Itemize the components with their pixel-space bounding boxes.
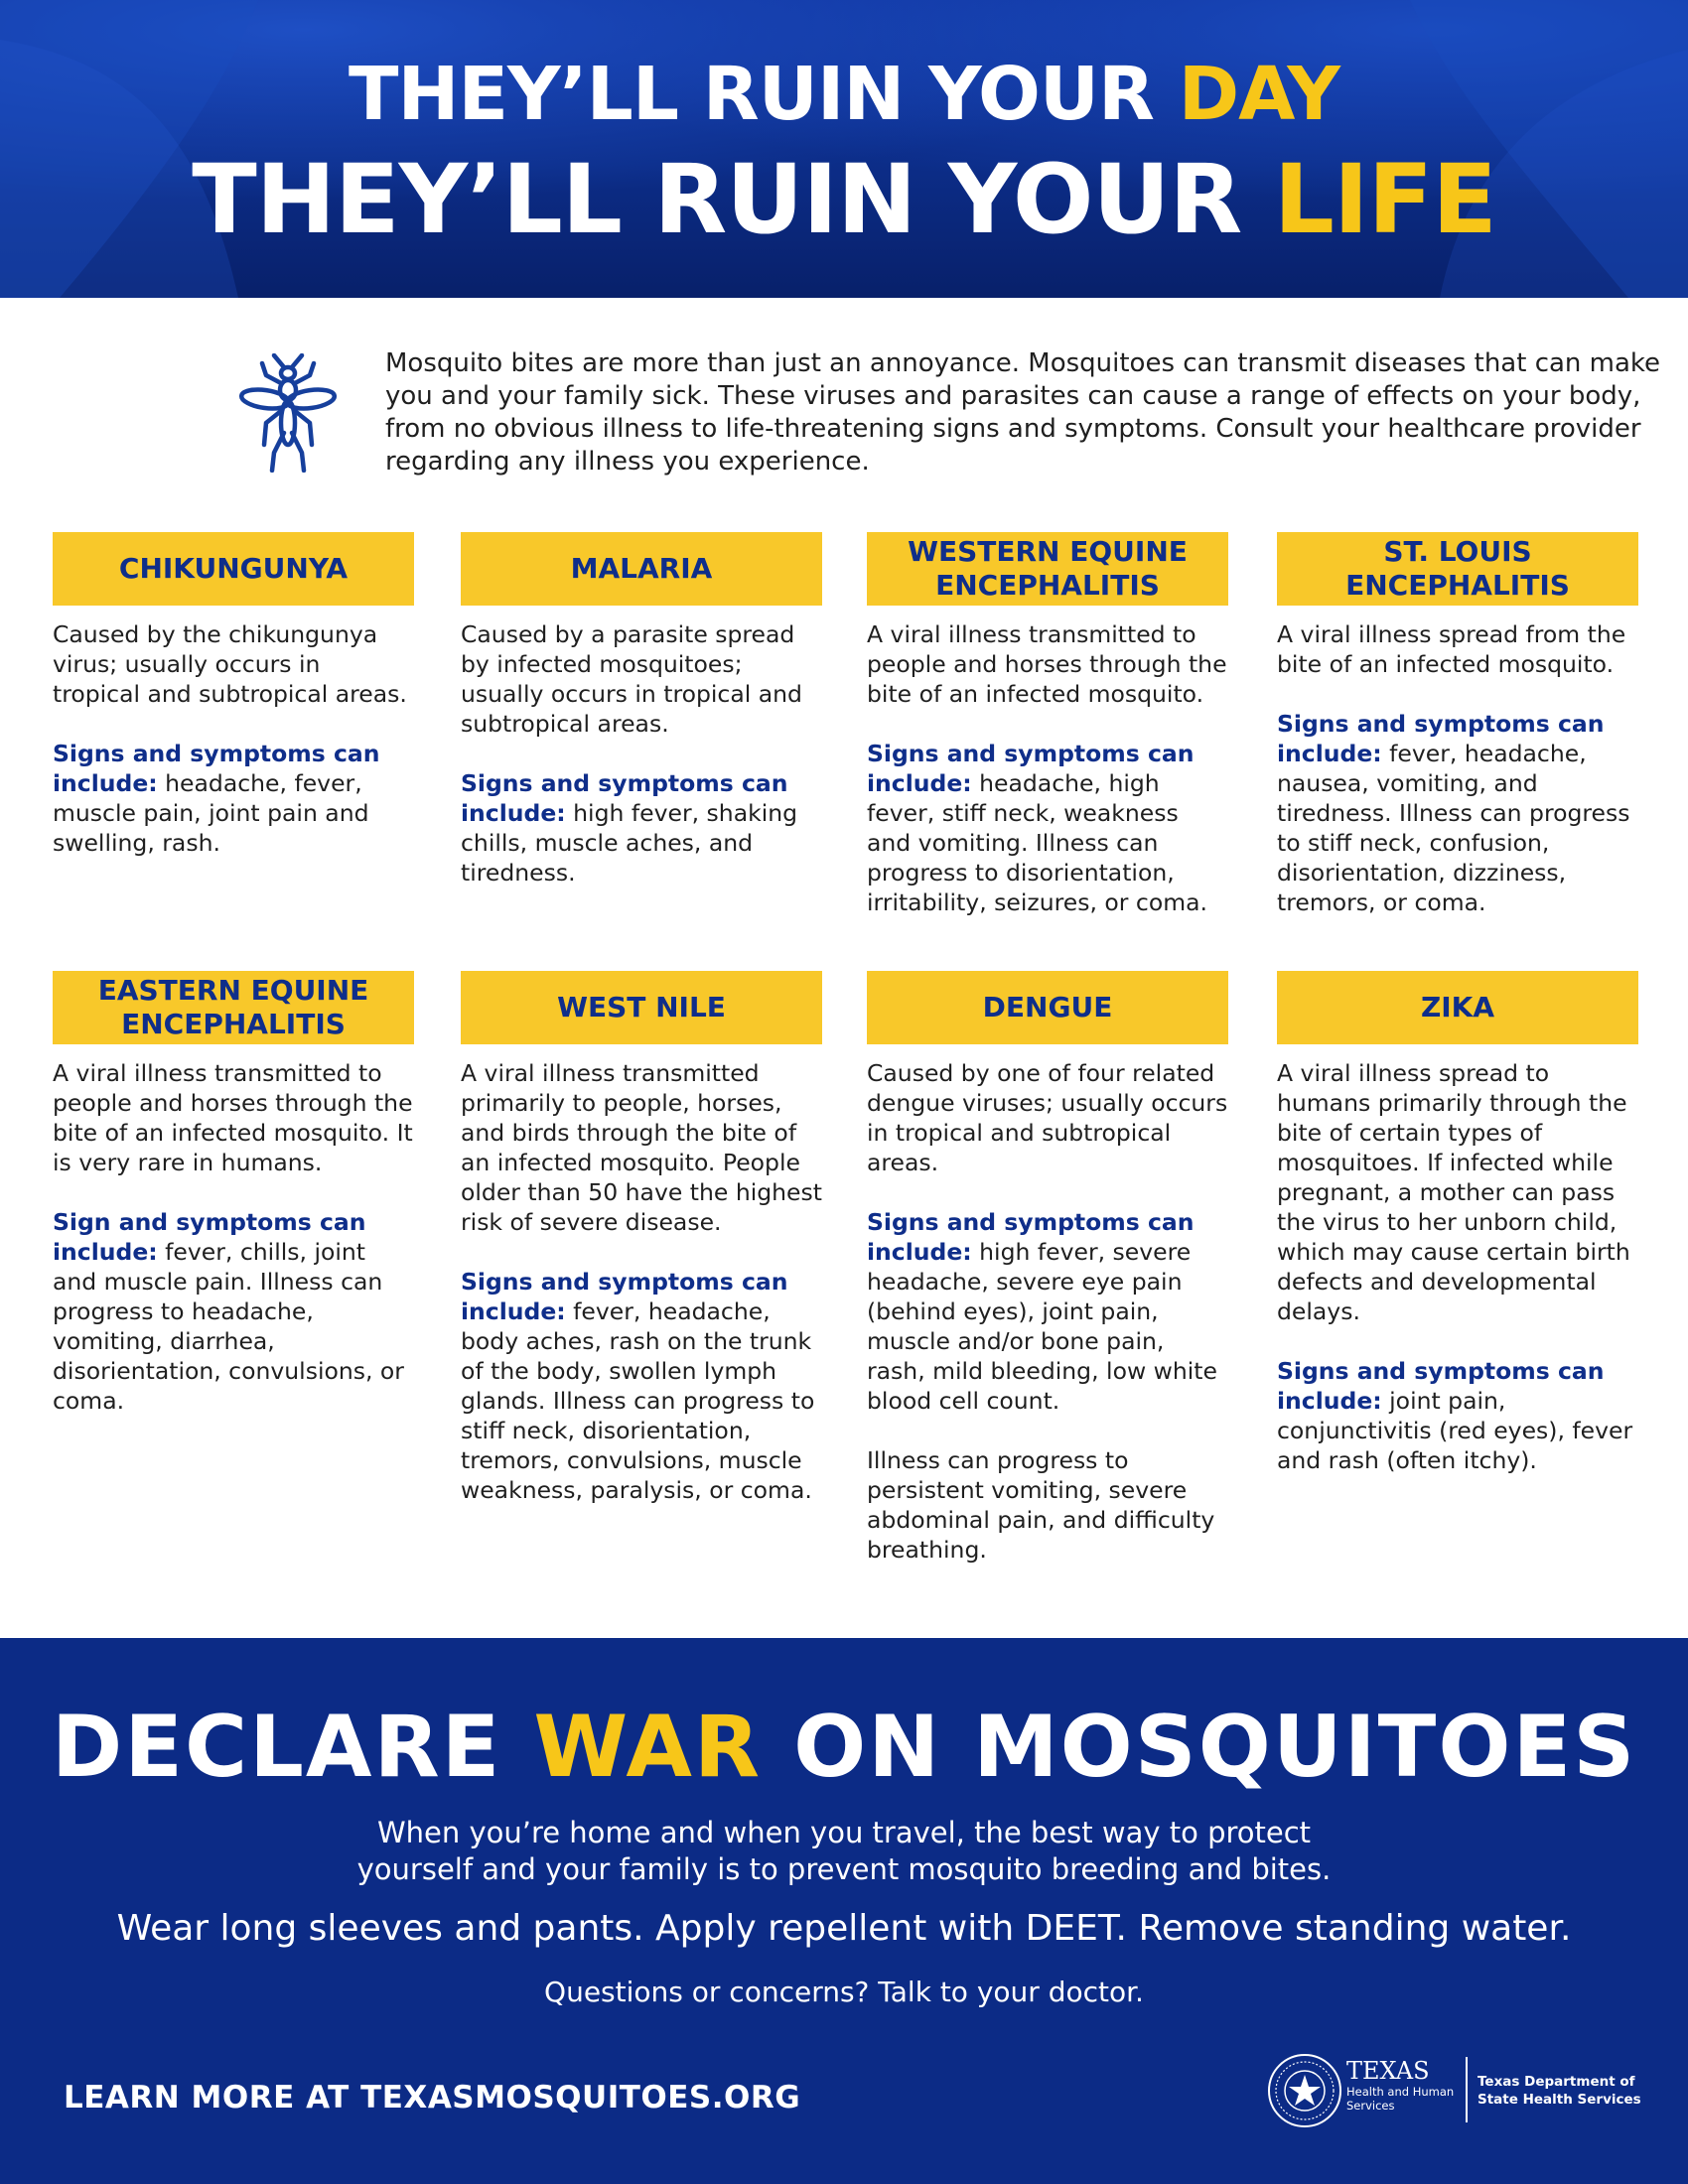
- symptoms-label: Sign and symptoms can include:: [53, 1208, 366, 1266]
- symptoms-label: Signs and symptoms can include:: [1277, 1357, 1605, 1415]
- headline-highlight-day: DAY: [1178, 52, 1339, 137]
- disease-symptoms: Signs and symptoms can include: headache, fever, muscle pain, joint pain and swelling, rash.: [53, 740, 380, 857]
- headline-line-2: THEY’LL RUIN YOUR LIFE: [192, 144, 1496, 255]
- disease-symptoms: Signs and symptoms can include: joint pain, conjunctivitis (red eyes), fever and rash (often itchy).: [1277, 1357, 1633, 1474]
- disease-symptoms: Signs and symptoms can include: fever, headache, body aches, rash on the trunk of the body, swollen lymph glands. Illness can progress to stiff neck, disorientation, tremors, convulsions, muscle weakness, paralysis, or coma.: [461, 1268, 815, 1504]
- disease-body: [867, 1058, 1228, 1565]
- disease-body: [461, 1058, 822, 1505]
- disease-title: EASTERN EQUINE ENCEPHALITIS: [53, 971, 414, 1044]
- disease-body: [867, 619, 1228, 917]
- texas-seal-icon: [1267, 2053, 1342, 2128]
- disease-card-st-louis-encephalitis: [1277, 532, 1638, 947]
- disease-description: A viral illness spread to humans primarily through the bite of certain types of mosquitoes. If infected while pregnant, a mother can pass the virus to her unborn child, which may cause certain birth defects and developmental delays.: [1277, 1059, 1630, 1325]
- disease-body: [53, 1058, 414, 1416]
- disease-symptoms: Signs and symptoms can include: headache, high fever, stiff neck, weakness and vomiting. Illness can progress to disorientation, irritability, seizures, or coma.: [867, 740, 1207, 916]
- disease-card-western-equine-encephalitis: [867, 532, 1228, 947]
- symptoms-label: Signs and symptoms can include:: [867, 1208, 1195, 1266]
- disease-body: [1277, 619, 1638, 917]
- disease-symptoms: Signs and symptoms can include: fever, headache, nausea, vomiting, and tiredness. Illness can progress to stiff neck, confusion, disorientation, dizziness, tremors, or coma.: [1277, 710, 1630, 916]
- disease-symptoms: Signs and symptoms can include: high fever, severe headache, severe eye pain (behind eyes), joint pain, muscle and/or bone pain, rash, mild bleeding, low white blood cell count.: [867, 1208, 1217, 1415]
- texas-hhs-logo: [1267, 2051, 1644, 2130]
- headline-highlight-life: LIFE: [1273, 144, 1496, 255]
- disease-title: WEST NILE: [461, 971, 822, 1044]
- symptoms-label: Signs and symptoms can include:: [1277, 710, 1605, 767]
- declare-war-headline: DECLARE WAR ON MOSQUITOES: [51, 1698, 1637, 1797]
- disease-card-eastern-equine-encephalitis: [53, 971, 414, 1445]
- symptoms-label: Signs and symptoms can include:: [867, 740, 1195, 797]
- disease-description: A viral illness transmitted to people and horses through the bite of an infected mosquito.: [867, 620, 1227, 708]
- disease-card-west-nile: [461, 971, 822, 1535]
- symptoms-label: Signs and symptoms can include:: [53, 740, 380, 797]
- disease-description: Caused by a parasite spread by infected mosquitoes; usually occurs in tropical and subtropical areas.: [461, 620, 802, 738]
- headline-line-1: THEY’LL RUIN YOUR DAY: [349, 52, 1339, 137]
- disease-card-malaria: [461, 532, 822, 917]
- disease-title: CHIKUNGUNYA: [53, 532, 414, 606]
- disease-title: MALARIA: [461, 532, 822, 606]
- disease-title: WESTERN EQUINE ENCEPHALITIS: [867, 532, 1228, 606]
- disease-description: A viral illness transmitted to people and horses through the bite of an infected mosquito. It is very rare in humans.: [53, 1059, 413, 1176]
- disease-title: ST. LOUIS ENCEPHALITIS: [1277, 532, 1638, 606]
- prevention-text: When you’re home and when you travel, the best way to protect yourself and your family is to prevent mosquito breeding and bites.: [356, 1816, 1332, 1886]
- disease-body: [53, 619, 414, 858]
- disease-description: Caused by the chikungunya virus; usually occurs in tropical and subtropical areas.: [53, 620, 407, 708]
- disease-card-chikungunya: [53, 532, 414, 887]
- hero-banner: [0, 0, 1688, 298]
- mosquito-icon: [238, 353, 338, 473]
- disease-title: ZIKA: [1277, 971, 1638, 1044]
- logo-hhs-text: Health and Human Services: [1346, 2085, 1455, 2113]
- symptoms-label: Signs and symptoms can include:: [461, 769, 788, 827]
- logo-divider: [1466, 2057, 1468, 2122]
- disease-symptoms: Sign and symptoms can include: fever, chills, joint and muscle pain. Illness can progress to headache, vomiting, diarrhea, disorientation, convulsions, or coma.: [53, 1208, 404, 1415]
- disease-body: [461, 619, 822, 887]
- disease-description: A viral illness spread from the bite of an infected mosquito.: [1277, 620, 1626, 678]
- disease-progression: Illness can progress to persistent vomiting, severe abdominal pain, and difficulty breathing.: [867, 1446, 1215, 1564]
- logo-texas-text: TEXAS: [1346, 2057, 1430, 2085]
- disease-card-dengue: [867, 971, 1228, 1594]
- disease-body: [1277, 1058, 1638, 1475]
- disease-card-zika: [1277, 971, 1638, 1505]
- intro-text: Mosquito bites are more than just an annoyance. Mosquitoes can transmit diseases that can make you and your family sick. These viruses and parasites can cause a range of effects on your body, from no obvious illness to life-threatening signs and symptoms. Consult your healthcare provider regarding any illness you experience.: [385, 348, 1661, 477]
- disease-description: A viral illness transmitted primarily to people, horses, and birds through the bite of an infected mosquito. People older than 50 have the highest risk of severe disease.: [461, 1059, 822, 1236]
- disease-symptoms: Signs and symptoms can include: high fever, shaking chills, muscle aches, and tiredness.: [461, 769, 798, 887]
- disease-description: Caused by one of four related dengue viruses; usually occurs in tropical and subtropical areas.: [867, 1059, 1228, 1176]
- declare-highlight-war: WAR: [533, 1698, 763, 1797]
- questions-text: Questions or concerns? Talk to your doctor.: [544, 1976, 1144, 2008]
- logo-dshs-text: Texas Department of State Health Services: [1477, 2074, 1641, 2108]
- symptoms-label: Signs and symptoms can include:: [461, 1268, 788, 1325]
- learn-more-link[interactable]: LEARN MORE AT TEXASMOSQUITOES.ORG: [64, 2080, 801, 2116]
- disease-title: DENGUE: [867, 971, 1228, 1044]
- call-to-action-footer: [0, 1638, 1688, 2184]
- prevention-tips: Wear long sleeves and pants. Apply repellent with DEET. Remove standing water.: [116, 1908, 1572, 1949]
